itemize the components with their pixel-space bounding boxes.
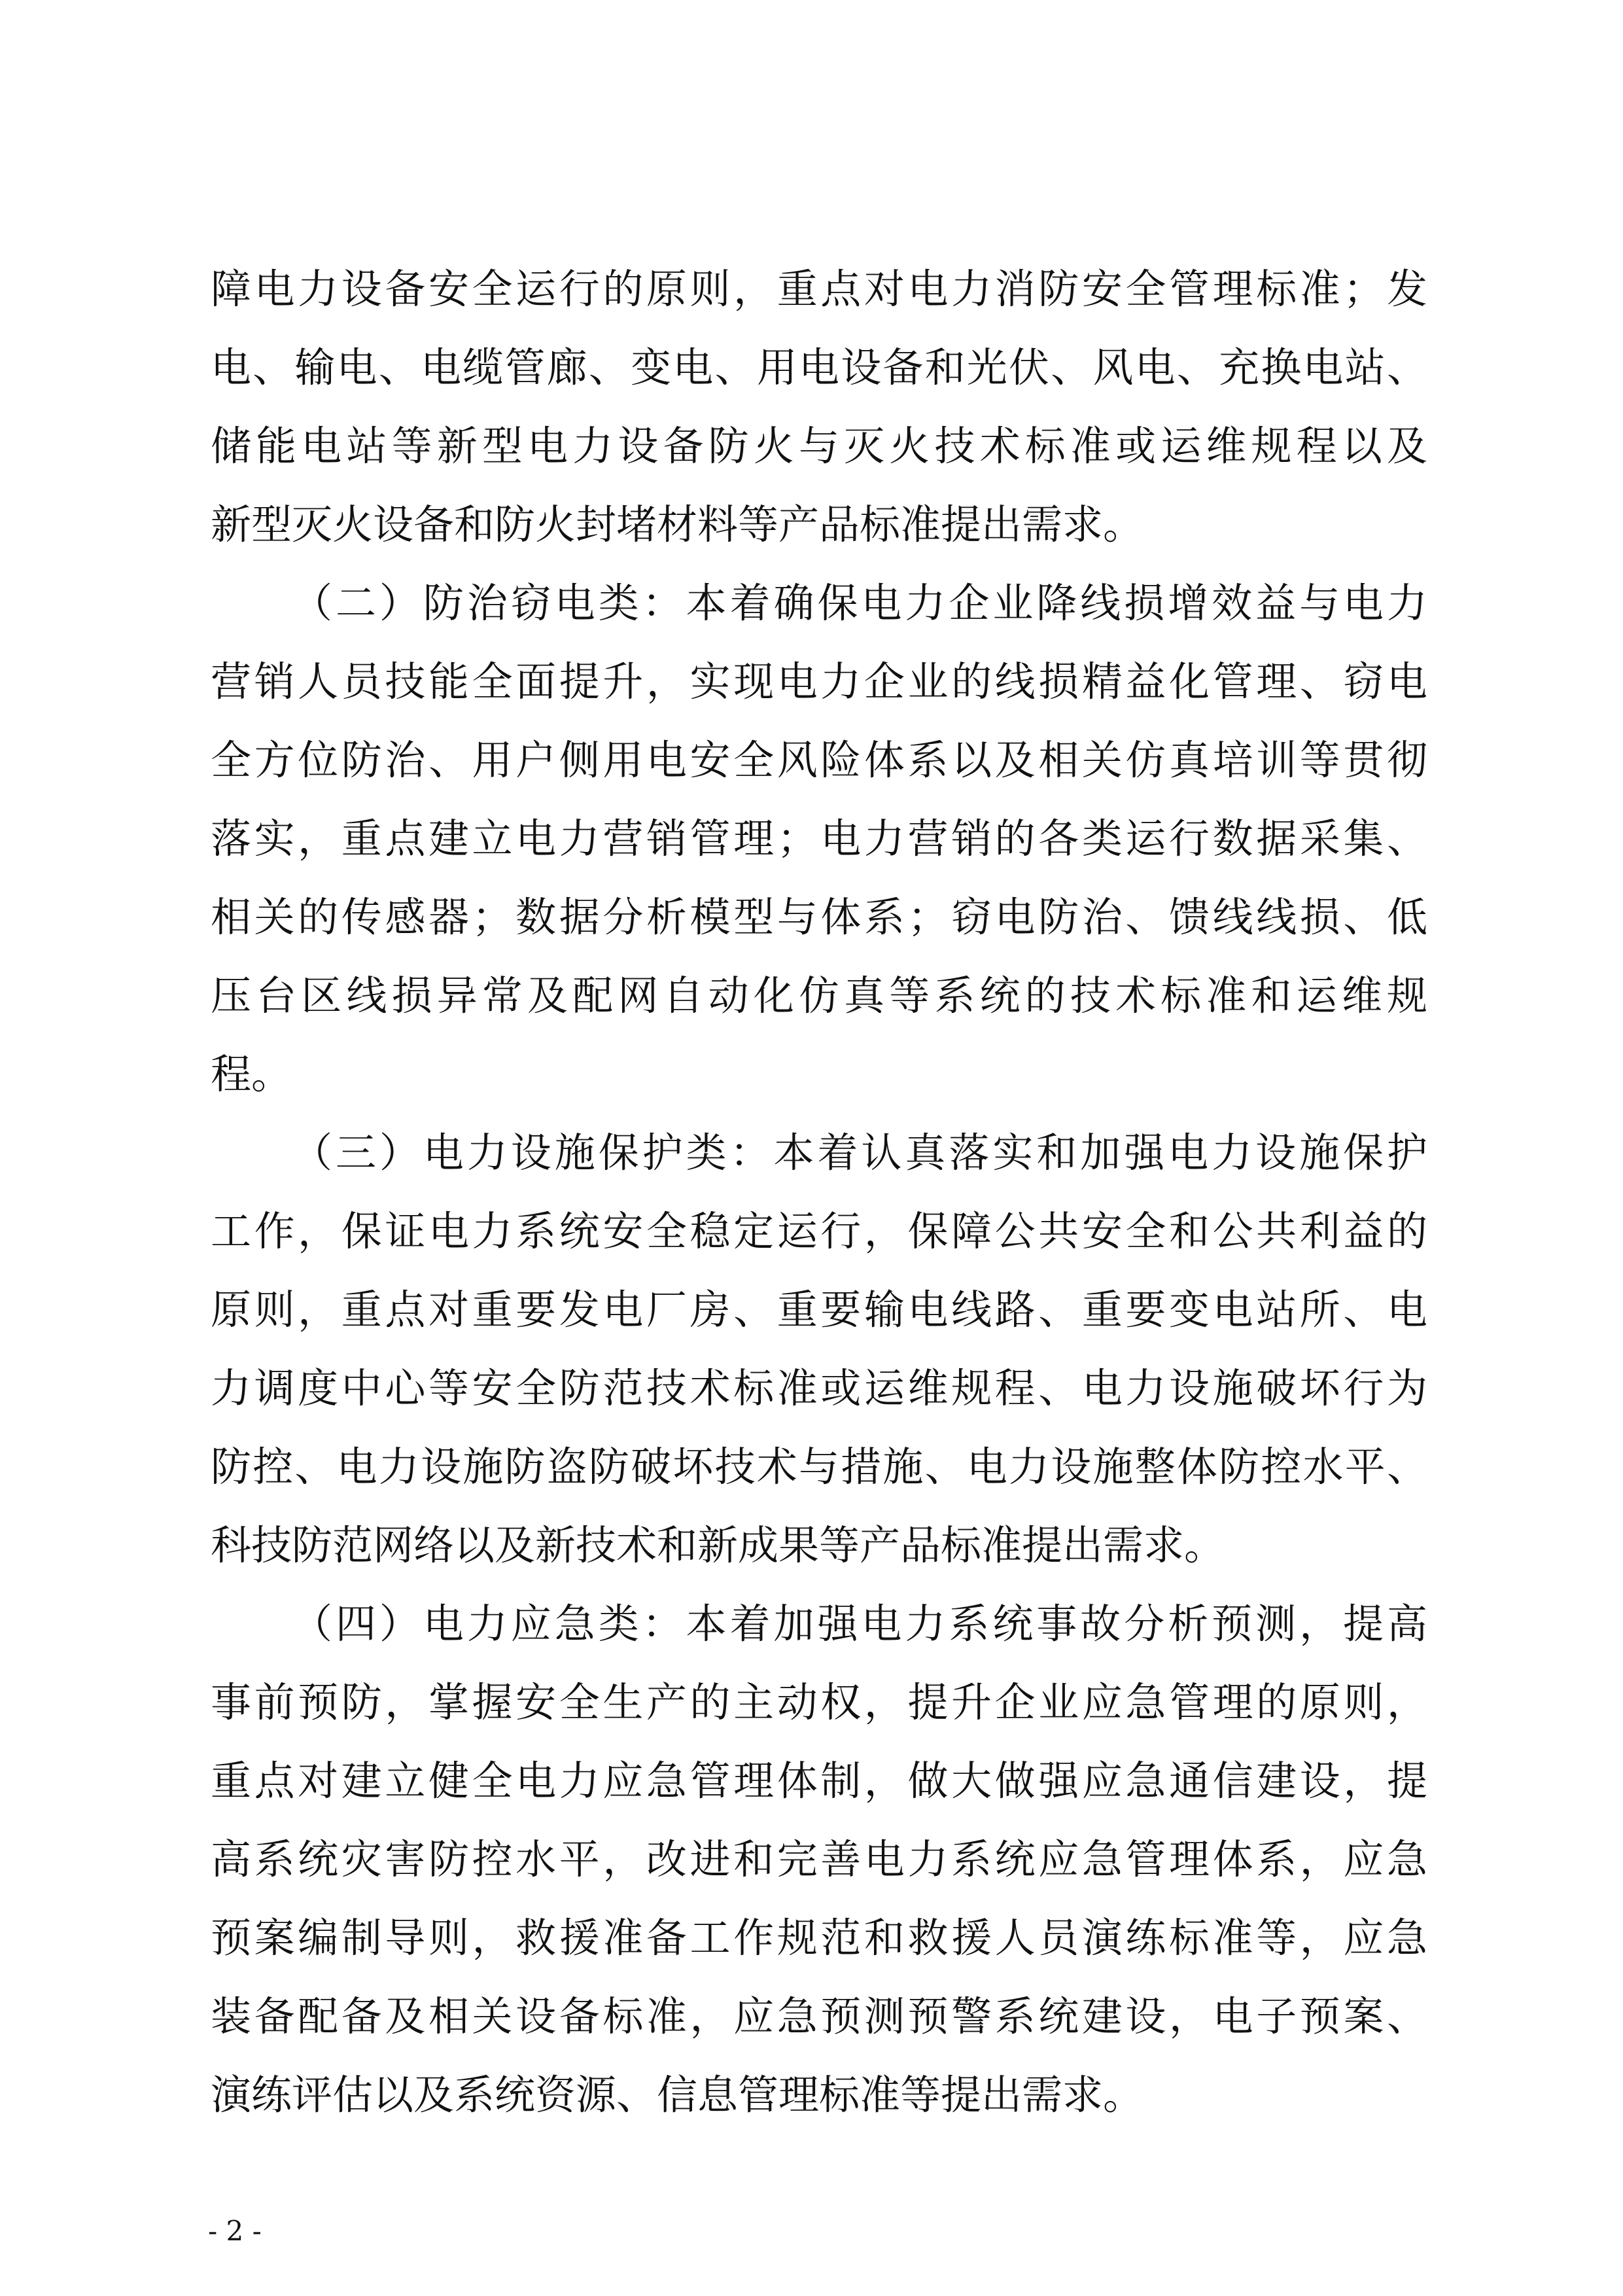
paragraph-anti-theft [211, 564, 1427, 1114]
text-line: （三）电力设施保护类：本着认真落实和加强电力设施保护 [292, 1129, 1427, 1176]
text-line: 储能电站等新型电力设备防火与灭火技术标准或运维规程以及 [211, 422, 1427, 470]
paragraph-facility-protection [211, 1114, 1427, 1585]
text-line: 障电力设备安全运行的原则，重点对电力消防安全管理标准；发 [211, 265, 1427, 313]
text-line: 重点对建立健全电力应急管理体制，做大做强应急通信建设，提 [211, 1757, 1427, 1805]
text-line: 装备配备及相关设备标准，应急预测预警系统建设，电子预案、 [211, 1992, 1427, 2040]
text-line: （四）电力应急类：本着加强电力系统事故分析预测，提高 [292, 1600, 1427, 1648]
text-line: 力调度中心等安全防范技术标准或运维规程、电力设施破坏行为 [211, 1364, 1427, 1412]
text-line: 原则，重点对重要发电厂房、重要输电线路、重要变电站所、电 [211, 1286, 1427, 1333]
text-line: 相关的传感器；数据分析模型与体系；窃电防治、馈线线损、低 [211, 893, 1427, 941]
text-line: 工作，保证电力系统安全稳定运行，保障公共安全和公共利益的 [211, 1207, 1427, 1255]
text-line: （二）防治窃电类：本着确保电力企业降线损增效益与电力 [292, 579, 1427, 627]
text-line: 落实，重点建立电力营销管理；电力营销的各类运行数据采集、 [211, 815, 1427, 862]
text-line: 电、输电、电缆管廊、变电、用电设备和光伏、风电、充换电站、 [211, 344, 1427, 391]
text-line: 程。 [211, 1050, 292, 1098]
paragraph-continuation [211, 250, 1427, 564]
text-line: 防控、电力设施防盗防破坏技术与措施、电力设施整体防控水平、 [211, 1443, 1427, 1491]
page-number: - 2 - [208, 2215, 262, 2247]
text-line: 新型灭火设备和防火封堵材料等产品标准提出需求。 [211, 501, 1144, 548]
text-line: 高系统灾害防控水平，改进和完善电力系统应急管理体系，应急 [211, 1835, 1427, 1883]
text-line: 演练评估以及系统资源、信息管理标准等提出需求。 [211, 2071, 1144, 2119]
text-line: 事前预防，掌握安全生产的主动权，提升企业应急管理的原则， [211, 1678, 1427, 1726]
text-line: 预案编制导则，救援准备工作规范和救援人员演练标准等，应急 [211, 1914, 1427, 1962]
body-text [211, 250, 1427, 2134]
text-line: 营销人员技能全面提升，实现电力企业的线损精益化管理、窃电 [211, 658, 1427, 705]
paragraph-emergency [211, 1585, 1427, 2134]
text-line: 科技防范网络以及新技术和新成果等产品标准提出需求。 [211, 1521, 1225, 1569]
text-line: 压台区线损异常及配网自动化仿真等系统的技术标准和运维规 [211, 972, 1427, 1019]
text-line: 全方位防治、用户侧用电安全风险体系以及相关仿真培训等贯彻 [211, 736, 1427, 784]
